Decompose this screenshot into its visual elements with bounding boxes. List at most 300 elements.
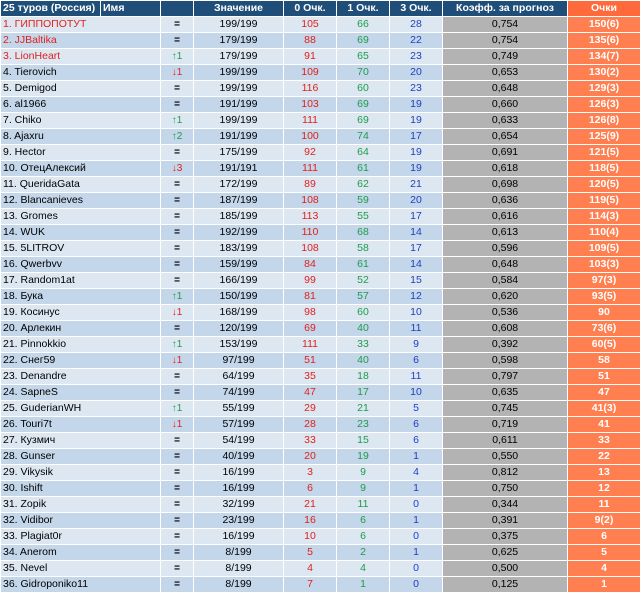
total-points: 60(5)	[568, 337, 640, 353]
three-points-count: 22	[390, 33, 443, 49]
total-points: 103(3)	[568, 257, 640, 273]
rank-same-indicator: =	[174, 547, 180, 558]
player-name: 31. Zopik	[1, 497, 161, 513]
table-row	[1, 353, 640, 369]
zero-points-count: 47	[284, 385, 337, 401]
predictions-value: 159/199	[194, 257, 284, 273]
rank-change	[161, 545, 194, 561]
prediction-coefficient: 0,648	[443, 81, 568, 97]
rank-change	[161, 49, 194, 65]
player-name: 36. Gidroponiko11	[1, 577, 161, 593]
total-points: 134(7)	[568, 49, 640, 65]
three-points-count: 1	[390, 449, 443, 465]
player-name: 19. Косинус	[1, 305, 161, 321]
prediction-coefficient: 0,698	[443, 177, 568, 193]
one-point-count: 57	[337, 289, 390, 305]
rank-change	[161, 433, 194, 449]
one-point-count: 1	[337, 577, 390, 593]
one-point-count: 69	[337, 33, 390, 49]
one-point-count: 11	[337, 497, 390, 513]
player-name: 28. Gunser	[1, 449, 161, 465]
predictions-value: 191/191	[194, 161, 284, 177]
table-row	[1, 129, 640, 145]
player-name: 35. Nevel	[1, 561, 161, 577]
predictions-value: 32/199	[194, 497, 284, 513]
table-row	[1, 481, 640, 497]
rank-same-indicator: =	[174, 387, 180, 398]
rank-same-indicator: =	[174, 371, 180, 382]
three-points-count: 10	[390, 305, 443, 321]
prediction-coefficient: 0,745	[443, 401, 568, 417]
rank-change	[161, 129, 194, 145]
predictions-value: 97/199	[194, 353, 284, 369]
rank-same-indicator: =	[174, 323, 180, 334]
three-points-count: 23	[390, 49, 443, 65]
rank-same-indicator: =	[174, 19, 180, 30]
one-point-count: 70	[337, 65, 390, 81]
header-change	[161, 1, 194, 17]
total-points: 9(2)	[568, 513, 640, 529]
three-points-count: 17	[390, 209, 443, 225]
table-row	[1, 577, 640, 593]
rank-up-indicator: ↑1	[172, 291, 183, 302]
one-point-count: 69	[337, 113, 390, 129]
header-coefficient: Коэфф. за прогноз	[443, 1, 568, 17]
one-point-count: 21	[337, 401, 390, 417]
one-point-count: 59	[337, 193, 390, 209]
prediction-coefficient: 0,500	[443, 561, 568, 577]
predictions-value: 172/199	[194, 177, 284, 193]
total-points: 22	[568, 449, 640, 465]
zero-points-count: 110	[284, 225, 337, 241]
one-point-count: 9	[337, 465, 390, 481]
player-name: 24. SapneS	[1, 385, 161, 401]
three-points-count: 19	[390, 97, 443, 113]
rank-up-indicator: ↑2	[172, 131, 183, 142]
three-points-count: 19	[390, 161, 443, 177]
zero-points-count: 5	[284, 545, 337, 561]
total-points: 13	[568, 465, 640, 481]
rank-same-indicator: =	[174, 179, 180, 190]
total-points: 109(5)	[568, 241, 640, 257]
zero-points-count: 69	[284, 321, 337, 337]
three-points-count: 19	[390, 145, 443, 161]
rank-up-indicator: ↑1	[172, 339, 183, 350]
predictions-value: 64/199	[194, 369, 284, 385]
one-point-count: 61	[337, 161, 390, 177]
player-name: 17. Random1at	[1, 273, 161, 289]
player-name: 33. Plagiat0r	[1, 529, 161, 545]
prediction-coefficient: 0,584	[443, 273, 568, 289]
prediction-coefficient: 0,797	[443, 369, 568, 385]
one-point-count: 60	[337, 81, 390, 97]
total-points: 5	[568, 545, 640, 561]
predictions-value: 175/199	[194, 145, 284, 161]
one-point-count: 65	[337, 49, 390, 65]
header-points-0: 0 Очк.	[284, 1, 337, 17]
rank-same-indicator: =	[174, 531, 180, 542]
table-row	[1, 417, 640, 433]
total-points: 11	[568, 497, 640, 513]
rank-same-indicator: =	[174, 147, 180, 158]
prediction-coefficient: 0,620	[443, 289, 568, 305]
player-name: 25. GuderianWH	[1, 401, 161, 417]
rank-change	[161, 225, 194, 241]
prediction-coefficient: 0,754	[443, 33, 568, 49]
total-points: 97(3)	[568, 273, 640, 289]
total-points: 118(5)	[568, 161, 640, 177]
three-points-count: 0	[390, 529, 443, 545]
zero-points-count: 21	[284, 497, 337, 513]
prediction-coefficient: 0,596	[443, 241, 568, 257]
rank-change	[161, 321, 194, 337]
three-points-count: 0	[390, 577, 443, 593]
total-points: 114(3)	[568, 209, 640, 225]
player-name: 21. Pinnokkio	[1, 337, 161, 353]
player-name: 15. 5LITROV	[1, 241, 161, 257]
rank-change	[161, 209, 194, 225]
one-point-count: 2	[337, 545, 390, 561]
predictions-value: 120/199	[194, 321, 284, 337]
player-name: 26. Touri7t	[1, 417, 161, 433]
table-row	[1, 177, 640, 193]
rank-change	[161, 65, 194, 81]
rank-change	[161, 497, 194, 513]
predictions-value: 191/199	[194, 129, 284, 145]
rank-same-indicator: =	[174, 579, 180, 590]
predictions-value: 153/199	[194, 337, 284, 353]
rank-same-indicator: =	[174, 467, 180, 478]
prediction-coefficient: 0,391	[443, 513, 568, 529]
table-row	[1, 225, 640, 241]
rank-same-indicator: =	[174, 243, 180, 254]
prediction-coefficient: 0,608	[443, 321, 568, 337]
table-row	[1, 81, 640, 97]
player-name: 23. Denandre	[1, 369, 161, 385]
rank-same-indicator: =	[174, 499, 180, 510]
one-point-count: 23	[337, 417, 390, 433]
total-points: 51	[568, 369, 640, 385]
predictions-value: 179/199	[194, 49, 284, 65]
total-points: 126(3)	[568, 97, 640, 113]
rank-same-indicator: =	[174, 563, 180, 574]
table-row	[1, 241, 640, 257]
zero-points-count: 105	[284, 17, 337, 33]
predictions-value: 191/199	[194, 97, 284, 113]
three-points-count: 1	[390, 481, 443, 497]
total-points: 90	[568, 305, 640, 321]
predictions-value: 16/199	[194, 465, 284, 481]
header-total-points: Очки	[568, 1, 640, 17]
three-points-count: 0	[390, 497, 443, 513]
zero-points-count: 111	[284, 161, 337, 177]
table-row	[1, 385, 640, 401]
prediction-coefficient: 0,611	[443, 433, 568, 449]
table-row	[1, 465, 640, 481]
rank-change	[161, 257, 194, 273]
one-point-count: 4	[337, 561, 390, 577]
predictions-value: 199/199	[194, 113, 284, 129]
three-points-count: 15	[390, 273, 443, 289]
zero-points-count: 33	[284, 433, 337, 449]
zero-points-count: 29	[284, 401, 337, 417]
one-point-count: 17	[337, 385, 390, 401]
zero-points-count: 6	[284, 481, 337, 497]
rank-same-indicator: =	[174, 451, 180, 462]
rank-change	[161, 577, 194, 593]
table-row	[1, 401, 640, 417]
prediction-coefficient: 0,691	[443, 145, 568, 161]
rank-up-indicator: ↑1	[172, 115, 183, 126]
player-name: 20. Арлекин	[1, 321, 161, 337]
predictions-value: 179/199	[194, 33, 284, 49]
rank-change	[161, 449, 194, 465]
rank-change	[161, 401, 194, 417]
predictions-value: 57/199	[194, 417, 284, 433]
rank-same-indicator: =	[174, 259, 180, 270]
total-points: 135(6)	[568, 33, 640, 49]
one-point-count: 33	[337, 337, 390, 353]
zero-points-count: 81	[284, 289, 337, 305]
rank-change	[161, 17, 194, 33]
prediction-coefficient: 0,125	[443, 577, 568, 593]
table-row	[1, 305, 640, 321]
zero-points-count: 92	[284, 145, 337, 161]
total-points: 73(6)	[568, 321, 640, 337]
zero-points-count: 16	[284, 513, 337, 529]
rank-change	[161, 241, 194, 257]
prediction-coefficient: 0,613	[443, 225, 568, 241]
predictions-value: 168/199	[194, 305, 284, 321]
player-name: 8. Ajaxru	[1, 129, 161, 145]
prediction-coefficient: 0,754	[443, 17, 568, 33]
predictions-value: 8/199	[194, 545, 284, 561]
player-name: 10. ОтецАлексий	[1, 161, 161, 177]
table-row	[1, 321, 640, 337]
player-name: 16. Qwerbvv	[1, 257, 161, 273]
total-points: 33	[568, 433, 640, 449]
total-points: 119(5)	[568, 193, 640, 209]
total-points: 58	[568, 353, 640, 369]
header-value: Значение	[194, 1, 284, 17]
predictions-value: 185/199	[194, 209, 284, 225]
player-name: 12. Blancanieves	[1, 193, 161, 209]
prediction-coefficient: 0,536	[443, 305, 568, 321]
total-points: 6	[568, 529, 640, 545]
player-name: 9. Hector	[1, 145, 161, 161]
zero-points-count: 20	[284, 449, 337, 465]
table-row	[1, 369, 640, 385]
rank-change	[161, 529, 194, 545]
three-points-count: 17	[390, 129, 443, 145]
player-name: 13. Gromes	[1, 209, 161, 225]
three-points-count: 14	[390, 225, 443, 241]
rank-same-indicator: =	[174, 83, 180, 94]
zero-points-count: 35	[284, 369, 337, 385]
total-points: 129(3)	[568, 81, 640, 97]
total-points: 110(4)	[568, 225, 640, 241]
prediction-coefficient: 0,344	[443, 497, 568, 513]
prediction-coefficient: 0,636	[443, 193, 568, 209]
predictions-value: 54/199	[194, 433, 284, 449]
rank-down-indicator: ↓1	[172, 307, 183, 318]
three-points-count: 9	[390, 337, 443, 353]
prediction-coefficient: 0,598	[443, 353, 568, 369]
three-points-count: 20	[390, 193, 443, 209]
three-points-count: 10	[390, 385, 443, 401]
table-row	[1, 529, 640, 545]
predictions-value: 8/199	[194, 561, 284, 577]
player-name: 14. WUK	[1, 225, 161, 241]
three-points-count: 6	[390, 417, 443, 433]
table-row	[1, 49, 640, 65]
rank-change	[161, 177, 194, 193]
prediction-coefficient: 0,648	[443, 257, 568, 273]
player-name: 30. Ishift	[1, 481, 161, 497]
zero-points-count: 88	[284, 33, 337, 49]
rank-change	[161, 193, 194, 209]
one-point-count: 69	[337, 97, 390, 113]
one-point-count: 60	[337, 305, 390, 321]
rank-down-indicator: ↓3	[172, 163, 183, 174]
three-points-count: 19	[390, 113, 443, 129]
three-points-count: 11	[390, 321, 443, 337]
prediction-coefficient: 0,660	[443, 97, 568, 113]
predictions-value: 16/199	[194, 529, 284, 545]
rank-change	[161, 145, 194, 161]
rank-down-indicator: ↓1	[172, 67, 183, 78]
table-row	[1, 545, 640, 561]
one-point-count: 62	[337, 177, 390, 193]
player-name: 32. Vidibor	[1, 513, 161, 529]
rank-same-indicator: =	[174, 515, 180, 526]
total-points: 126(8)	[568, 113, 640, 129]
zero-points-count: 113	[284, 209, 337, 225]
table-row	[1, 561, 640, 577]
table-row	[1, 497, 640, 513]
predictions-value: 55/199	[194, 401, 284, 417]
player-name: 27. Кузмич	[1, 433, 161, 449]
rank-change	[161, 305, 194, 321]
zero-points-count: 51	[284, 353, 337, 369]
one-point-count: 6	[337, 529, 390, 545]
three-points-count: 17	[390, 241, 443, 257]
rank-same-indicator: =	[174, 227, 180, 238]
rank-down-indicator: ↓1	[172, 355, 183, 366]
one-point-count: 52	[337, 273, 390, 289]
zero-points-count: 111	[284, 337, 337, 353]
table-row	[1, 209, 640, 225]
prediction-coefficient: 0,653	[443, 65, 568, 81]
three-points-count: 1	[390, 545, 443, 561]
player-name: 2. JJBaltika	[1, 33, 161, 49]
zero-points-count: 89	[284, 177, 337, 193]
one-point-count: 74	[337, 129, 390, 145]
predictions-value: 40/199	[194, 449, 284, 465]
predictions-value: 16/199	[194, 481, 284, 497]
player-name: 1. ГИППОПОТУТ	[1, 17, 161, 33]
player-name: 29. Vikysik	[1, 465, 161, 481]
rank-change	[161, 289, 194, 305]
rank-change	[161, 561, 194, 577]
rank-change	[161, 417, 194, 433]
rank-change	[161, 337, 194, 353]
table-row	[1, 193, 640, 209]
player-name: 22. Cнег59	[1, 353, 161, 369]
player-name: 5. Demigod	[1, 81, 161, 97]
total-points: 41(3)	[568, 401, 640, 417]
zero-points-count: 28	[284, 417, 337, 433]
rank-change	[161, 513, 194, 529]
prediction-coefficient: 0,375	[443, 529, 568, 545]
rank-same-indicator: =	[174, 35, 180, 46]
three-points-count: 21	[390, 177, 443, 193]
three-points-count: 20	[390, 65, 443, 81]
prediction-coefficient: 0,618	[443, 161, 568, 177]
zero-points-count: 99	[284, 273, 337, 289]
table-row	[1, 337, 640, 353]
predictions-value: 74/199	[194, 385, 284, 401]
rank-same-indicator: =	[174, 99, 180, 110]
three-points-count: 28	[390, 17, 443, 33]
predictions-value: 8/199	[194, 577, 284, 593]
zero-points-count: 116	[284, 81, 337, 97]
three-points-count: 5	[390, 401, 443, 417]
rank-same-indicator: =	[174, 195, 180, 206]
prediction-coefficient: 0,625	[443, 545, 568, 561]
prediction-coefficient: 0,635	[443, 385, 568, 401]
predictions-value: 192/199	[194, 225, 284, 241]
three-points-count: 23	[390, 81, 443, 97]
player-name: 18. Бука	[1, 289, 161, 305]
prediction-coefficient: 0,550	[443, 449, 568, 465]
rank-change	[161, 353, 194, 369]
rank-up-indicator: ↑1	[172, 403, 183, 414]
three-points-count: 14	[390, 257, 443, 273]
table-row	[1, 449, 640, 465]
total-points: 150(6)	[568, 17, 640, 33]
rank-down-indicator: ↓1	[172, 419, 183, 430]
total-points: 4	[568, 561, 640, 577]
rank-change	[161, 33, 194, 49]
predictions-value: 199/199	[194, 81, 284, 97]
one-point-count: 18	[337, 369, 390, 385]
total-points: 121(5)	[568, 145, 640, 161]
table-row	[1, 273, 640, 289]
table-row	[1, 161, 640, 177]
one-point-count: 6	[337, 513, 390, 529]
table-row	[1, 257, 640, 273]
rank-change	[161, 385, 194, 401]
table-row	[1, 65, 640, 81]
prediction-coefficient: 0,392	[443, 337, 568, 353]
zero-points-count: 84	[284, 257, 337, 273]
one-point-count: 15	[337, 433, 390, 449]
predictions-value: 183/199	[194, 241, 284, 257]
rank-change	[161, 465, 194, 481]
zero-points-count: 108	[284, 241, 337, 257]
zero-points-count: 10	[284, 529, 337, 545]
rank-change	[161, 273, 194, 289]
one-point-count: 19	[337, 449, 390, 465]
predictions-value: 23/199	[194, 513, 284, 529]
table-row	[1, 33, 640, 49]
one-point-count: 68	[337, 225, 390, 241]
prediction-coefficient: 0,812	[443, 465, 568, 481]
rank-change	[161, 369, 194, 385]
header-name: Имя	[101, 1, 161, 17]
total-points: 47	[568, 385, 640, 401]
